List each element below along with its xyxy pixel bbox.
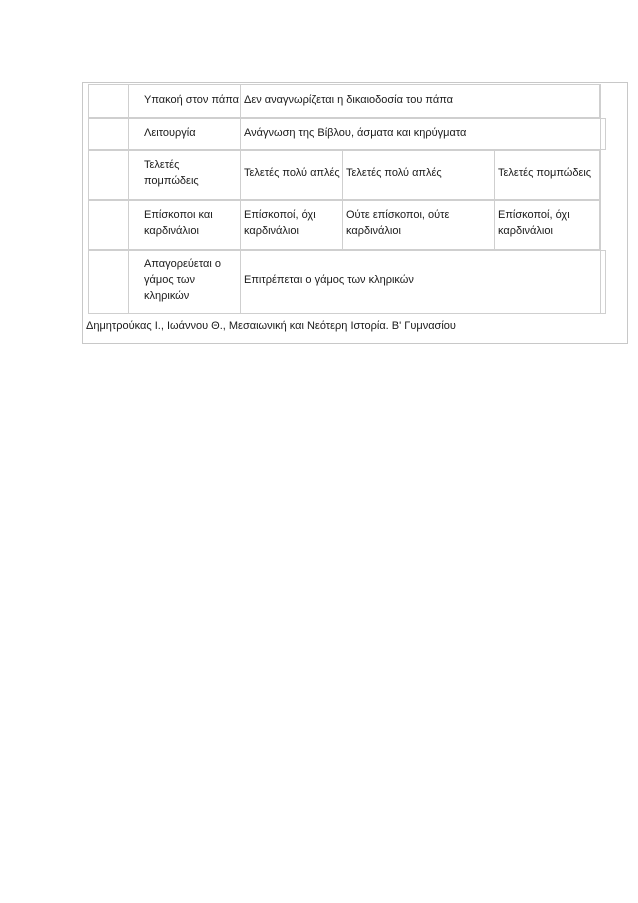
table-cell-line: Επίσκοποί, όχι xyxy=(244,209,316,221)
table-cell-line: καρδινάλιοι xyxy=(244,225,299,237)
row-label-line: Τελετές xyxy=(144,159,180,171)
column-divider xyxy=(600,84,601,314)
column-divider xyxy=(128,84,129,314)
table-cell: Τελετές πολύ απλές xyxy=(346,167,442,179)
row-label-line: Επίσκοποι και xyxy=(144,209,213,221)
table-cell: Τελετές πομπώδεις xyxy=(498,167,592,179)
table-cell: Τελετές πολύ απλές xyxy=(244,167,340,179)
column-divider xyxy=(240,84,241,314)
table-cell: Ανάγνωση της Βίβλου, άσματα και κηρύγματα xyxy=(244,127,467,139)
table-cell-line: καρδινάλιοι xyxy=(498,225,553,237)
table-cell-line: Ούτε επίσκοποι, ούτε xyxy=(346,209,450,221)
table-cell-line: καρδινάλιοι xyxy=(346,225,401,237)
row-label-line: κληρικών xyxy=(144,290,190,302)
column-divider xyxy=(494,150,495,250)
table-cell: Δεν αναγνωρίζεται η δικαιοδοσία του πάπα xyxy=(244,94,453,106)
table-cell-line: Επίσκοποί, όχι xyxy=(498,209,570,221)
row-label-line: Απαγορεύεται ο xyxy=(144,258,221,270)
row-label-line: καρδινάλιοι xyxy=(144,225,199,237)
row-label: Λειτουργία xyxy=(144,127,196,139)
row-label: Υπακοή στον πάπα xyxy=(144,94,240,106)
row-label-line: γάμος των xyxy=(144,274,195,286)
row-label-line: πομπώδεις xyxy=(144,175,199,187)
source-caption: Δημητρούκας Ι., Ιωάννου Θ., Μεσαιωνική και Νεότερη Ιστορία. Β' Γυμνασίου xyxy=(86,320,456,332)
column-divider xyxy=(342,150,343,250)
table-cell: Επιτρέπεται ο γάμος των κληρικών xyxy=(244,274,414,286)
